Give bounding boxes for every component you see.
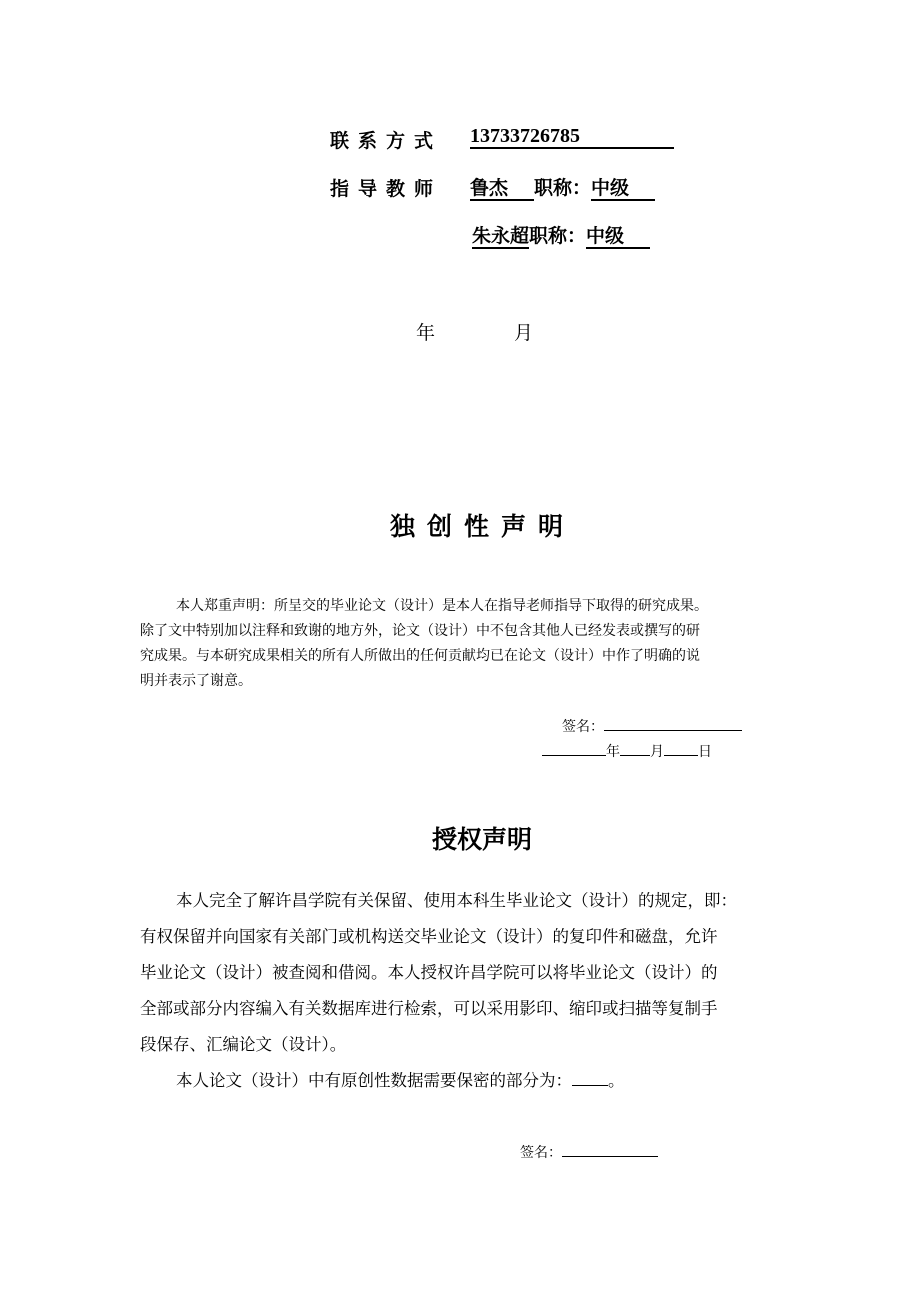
- originality-day-label: 日: [698, 744, 712, 760]
- originality-line-1: 本人郑重声明：所呈交的毕业论文（设计）是本人在指导老师指导下取得的研究成果。: [176, 598, 708, 614]
- authorization-line-4: 全部或部分内容编入有关数据库进行检索，可以采用影印、缩印或扫描等复制手: [140, 999, 718, 1018]
- advisor-name-1: 鲁杰: [470, 177, 534, 201]
- originality-sign-label: 签名：: [562, 719, 604, 735]
- advisor-row-2: [472, 221, 650, 249]
- advisor-name-2: 朱永超: [472, 225, 530, 247]
- advisor-title-label-1: 职称：: [534, 177, 592, 199]
- authorization-line-6: [176, 1066, 625, 1096]
- advisor-label: 指导教师: [330, 178, 443, 200]
- advisor-title-2: 中级: [586, 225, 650, 249]
- contact-label: 联系方式: [330, 130, 443, 152]
- authorization-sign-line[interactable]: [562, 1142, 658, 1157]
- advisor-title-label-2: 职称：: [529, 225, 587, 247]
- authorization-line-2: 有权保留并向国家有关部门或机构送交毕业论文（设计）的复印件和磁盘，允许: [140, 927, 718, 946]
- originality-year-line[interactable]: [542, 741, 606, 756]
- originality-year-label: 年: [606, 744, 620, 760]
- originality-month-line[interactable]: [620, 741, 650, 756]
- authorization-line-3: 毕业论文（设计）被查阅和借阅。本人授权许昌学院可以将毕业论文（设计）的: [140, 963, 718, 982]
- authorization-line-1: 本人完全了解许昌学院有关保留、使用本科生毕业论文（设计）的规定，即：: [176, 891, 737, 910]
- originality-month-label: 月: [650, 744, 664, 760]
- originality-line-3: 究成果。与本研究成果相关的所有人所做出的任何贡献均已在论文（设计）中作了明确的说: [140, 648, 700, 664]
- originality-sign-line[interactable]: [604, 716, 742, 731]
- date-month: 月: [514, 322, 534, 344]
- originality-day-line[interactable]: [664, 741, 698, 756]
- confidential-label: 本人论文（设计）中有原创性数据需要保密的部分为：: [176, 1071, 572, 1090]
- originality-line-4: 明并表示了谢意。: [140, 673, 252, 689]
- advisor-row-1: [470, 173, 655, 201]
- contact-phone: 13733726785: [470, 125, 674, 149]
- date-year: 年: [416, 322, 436, 344]
- originality-title: 独创性声明: [390, 512, 576, 541]
- confidential-end: 。: [608, 1071, 625, 1090]
- authorization-line-5: 段保存、汇编论文（设计）。: [140, 1035, 347, 1054]
- originality-signature: [562, 716, 742, 736]
- originality-date: [542, 741, 712, 761]
- authorization-title: 授权声明: [432, 825, 533, 854]
- confidential-blank[interactable]: [572, 1067, 608, 1086]
- authorization-signature: [520, 1142, 658, 1162]
- authorization-sign-label: 签名：: [520, 1145, 562, 1161]
- advisor-title-1: 中级: [591, 177, 655, 201]
- originality-line-2: 除了文中特别加以注释和致谢的地方外，论文（设计）中不包含其他人已经发表或撰写的研: [140, 623, 700, 639]
